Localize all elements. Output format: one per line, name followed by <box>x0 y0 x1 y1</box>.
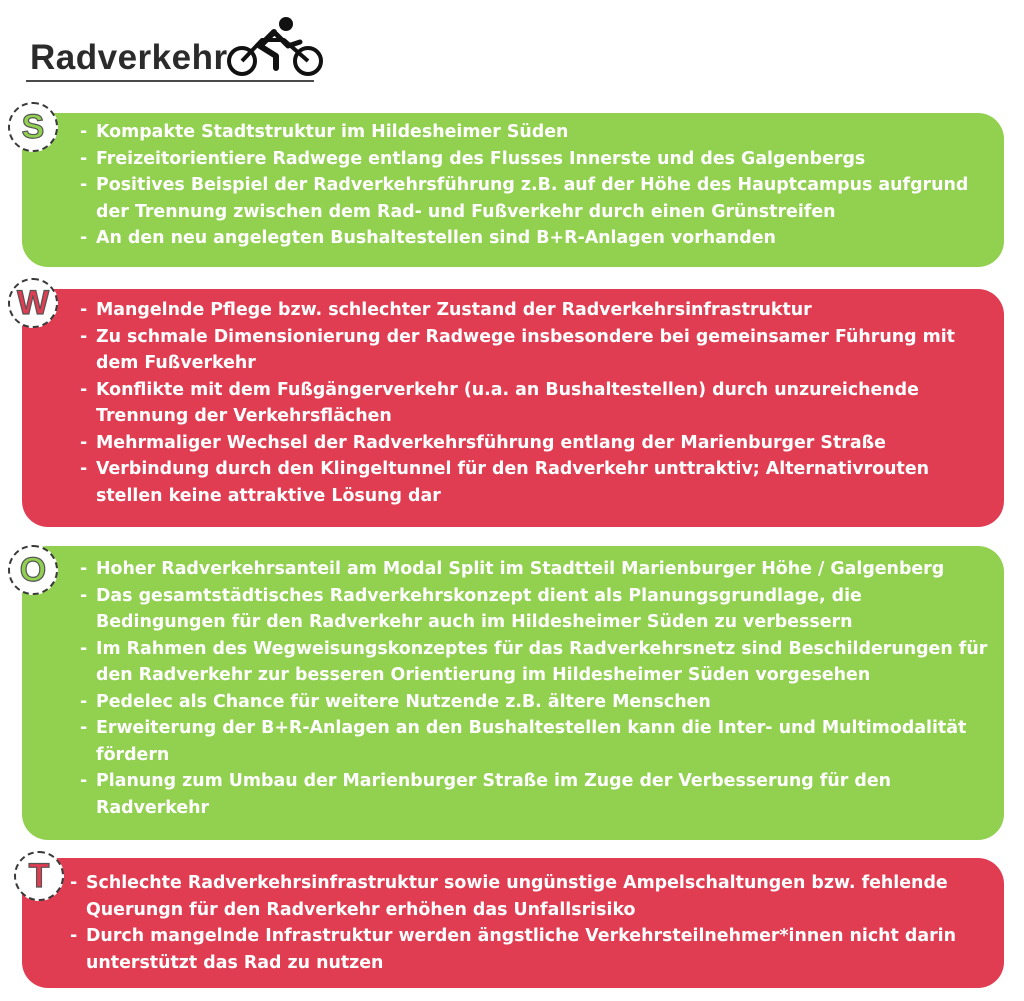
page-header <box>26 16 314 82</box>
page-title: Radverkehr <box>30 38 228 77</box>
list-item: - Erweiterung der B+R-Anlagen an den Bushaltestellen kann die Inter- und Multimodalität fördern <box>80 715 995 768</box>
strengths-badge <box>8 102 58 152</box>
list-item: - Das gesamtstädtisches Radverkehrskonzept dient als Planungsgrundlage, die Bedingungen für den Radverkehr auch im Hildesheimer Süden zu verbessern <box>80 583 995 636</box>
list-item: - Konflikte mit dem Fußgängerverkehr (u.a. an Bushaltestellen) durch unzureichende Trennung der Verkehrsflächen <box>80 377 1000 430</box>
list-item: - Hoher Radverkehrsanteil am Modal Split im Stadtteil Marienburger Höhe / Galgenberg <box>80 556 995 583</box>
list-item: - Schlechte Radverkehrsinfrastruktur sowie ungünstige Ampelschaltungen bzw. fehlende Querungn für den Radverkehr erhöhen das Unfallsrisiko <box>70 870 995 923</box>
threats-badge <box>14 851 64 901</box>
list-item: - Planung zum Umbau der Marienburger Straße im Zuge der Verbesserung für den Radverkehr <box>80 768 995 821</box>
list-item: - Mehrmaliger Wechsel der Radverkehrsführung entlang der Marienburger Straße <box>80 430 1000 457</box>
list-item: - Zu schmale Dimensionierung der Radwege insbesondere bei gemeinsamer Führung mit dem Fußverkehr <box>80 324 1000 377</box>
opportunities-badge <box>8 545 58 595</box>
strengths-list <box>80 119 995 252</box>
list-item: - Verbindung durch den Klingeltunnel für den Radverkehr unttraktiv; Alternativrouten stellen keine attraktive Lösung dar <box>80 456 1000 509</box>
cyclist-icon <box>224 16 328 78</box>
list-item: - Kompakte Stadtstruktur im Hildesheimer Süden <box>80 119 995 146</box>
list-item: - Pedelec als Chance für weitere Nutzende z.B. ältere Menschen <box>80 689 995 716</box>
opportunities-letter: O <box>19 551 47 589</box>
list-item: - Positives Beispiel der Radverkehrsführung z.B. auf der Höhe des Hauptcampus aufgrund der Trennung zwischen dem Rad- und Fußverkehr durch einen Grünstreifen <box>80 172 995 225</box>
opportunities-box <box>19 546 1004 840</box>
list-item: - An den neu angelegten Bushaltestellen sind B+R-Anlagen vorhanden <box>80 225 995 252</box>
strengths-letter: S <box>21 108 45 146</box>
opportunities-list <box>80 556 995 821</box>
list-item: - Mangelnde Pflege bzw. schlechter Zustand der Radverkehrsinfrastruktur <box>80 297 1000 324</box>
threats-letter: T <box>28 857 50 895</box>
weaknesses-box <box>22 289 1004 527</box>
strengths-box <box>22 113 1004 267</box>
title-underline <box>26 80 314 82</box>
weaknesses-list <box>80 297 1000 509</box>
weaknesses-letter: W <box>16 284 50 322</box>
list-item: - Freizeitorientiere Radwege entlang des Flusses Innerste und des Galgenbergs <box>80 146 995 173</box>
weaknesses-badge <box>8 278 58 328</box>
threats-box <box>22 858 1004 988</box>
list-item: - Im Rahmen des Wegweisungskonzeptes für das Radverkehrsnetz sind Beschilderungen für den Radverkehr zur besseren Orientierung im Hildesheimer Süden vorgesehen <box>80 636 995 689</box>
threats-list <box>70 870 995 976</box>
list-item: - Durch mangelnde Infrastruktur werden ängstliche Verkehrsteilnehmer*innen nicht darin unterstützt das Rad zu nutzen <box>70 923 995 976</box>
